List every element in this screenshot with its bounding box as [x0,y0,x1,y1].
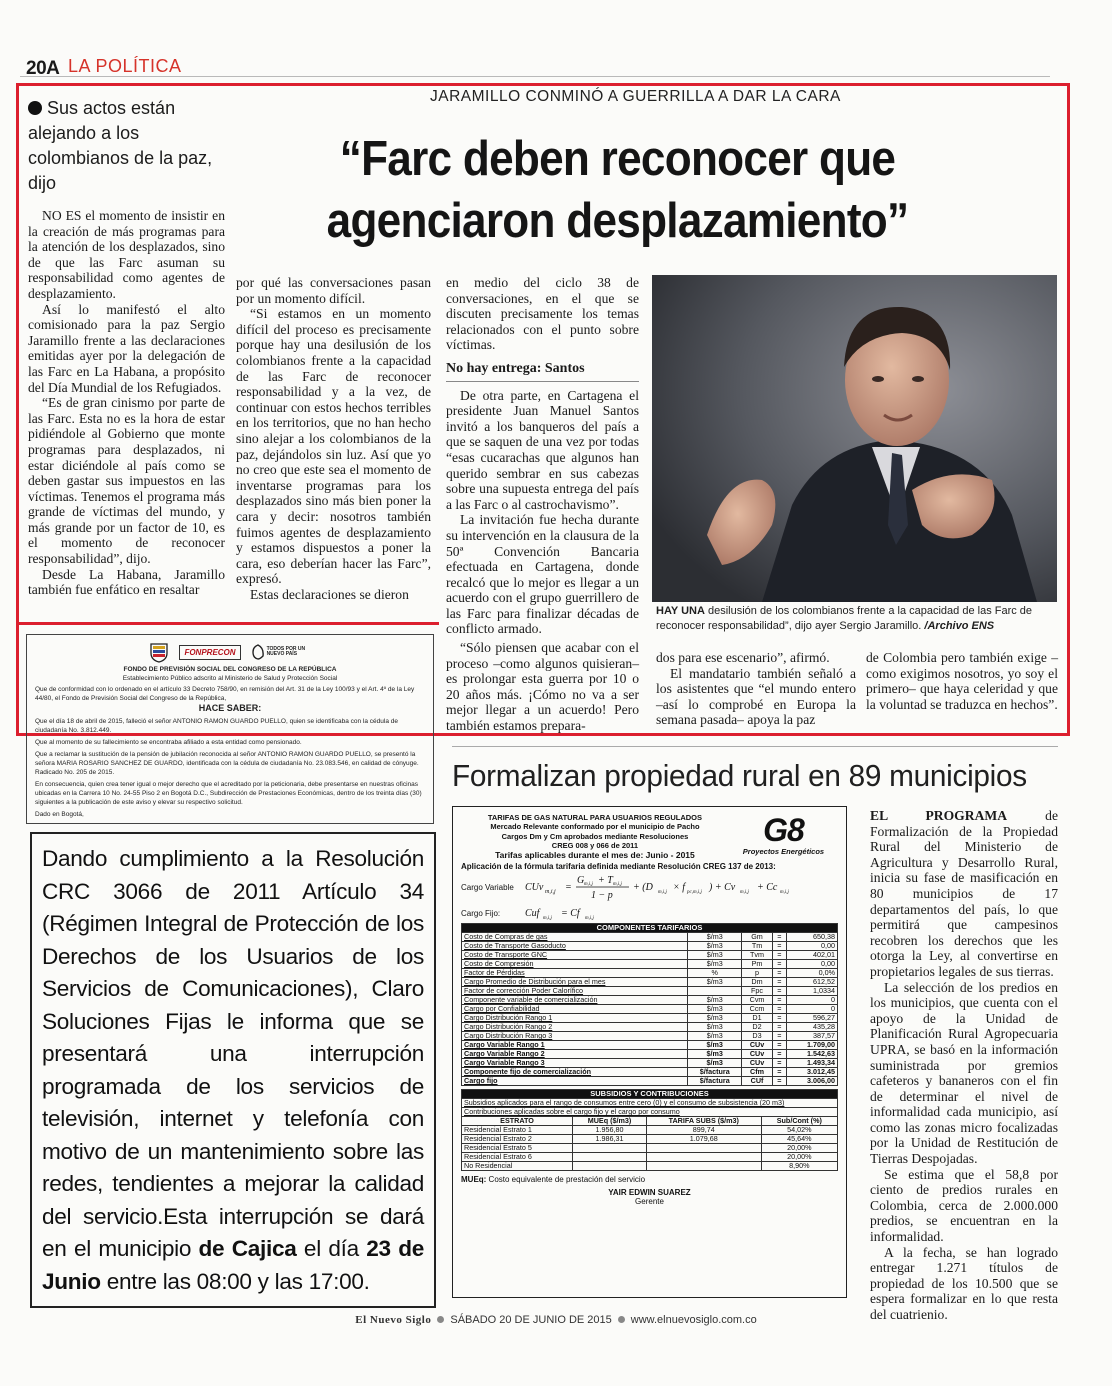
component-cell: Pm [742,960,773,969]
article-column-1 [28,208,225,598]
footer-url: www.elnuevosiglo.com.co [630,1314,757,1326]
svg-text:+ Cc: + Cc [757,882,778,894]
subsidy-cell: 20,00% [761,1153,837,1162]
svg-text:m,i,j: m,i,j [545,889,556,896]
svg-text:= Cf: = Cf [561,908,580,920]
component-cell: = [772,969,786,978]
component-cell: Costo de Compresión [462,960,688,969]
subsidy-cell: 899,74 [646,1126,761,1135]
subsidy-row [462,1162,838,1171]
article-column-6 [866,650,1058,712]
article2-headline: Formalizan propiedad rural en 89 municipios [452,758,1027,793]
component-cell: $/factura [688,1068,742,1077]
component-cell: $/m3 [688,1014,742,1023]
paragraph [870,808,1058,980]
component-cell: = [772,1041,786,1050]
claro-text: Dando cumplimiento a la Resolución CRC 3066 de 2011 Artículo 34 (Régimen Integral de Protección de los Derechos de los Usuarios de los Servicios de Comunicaciones), Claro Soluciones Fijas le informa que se presentará una interrupción programada de los servicios de televisión, internet y telefonía con motivo de un mantenimiento sobre las redes, tendientes a mejorar la calidad del servicio.Esta interrupción se dará en el municipio [42,846,424,1261]
component-cell: 3.012,45 [787,1068,838,1077]
component-cell: 0 [787,1005,838,1014]
subsidy-cell [573,1144,647,1153]
component-cell: $/m3 [688,951,742,960]
subsidy-row [462,1153,838,1162]
component-cell: $/m3 [688,1041,742,1050]
paragraph: Desde La Habana, Jaramillo también fue enfático en resaltar [28,566,225,598]
article-subhead: No hay entrega: Santos [446,357,639,382]
component-cell: = [772,978,786,987]
paragraph: NO ES el momento de insistir en la creación de más programas para la atención de los desplazados, sino de que las Farc asuman su responsabilidad como agentes de desplazamiento. [28,208,225,301]
paragraph: Estas declaraciones se dieron [250,586,409,602]
component-cell: $/m3 [688,1032,742,1041]
subsidy-cell [573,1153,647,1162]
svg-text:m,i,j: m,i,j [613,882,622,888]
component-cell: 387,57 [787,1032,838,1041]
paragraph: “Sólo piensen que acabar con el proceso –como algunos quisieran– es prolongar esta guerra por 10 o 20 años más. ¡Cómo no va a ser mejor llegar a un acuerdo! Pero también estamos prepara- [446,640,639,733]
component-cell: Cargo por Confiabilidad [462,1005,688,1014]
paragraph: “Si estamos en un momento difícil del proceso es precisamente porque hay una desilusión de los colombianos frente a la capacidad de las Farc de reconocer responsabilidad y a la vez, de continuar con estos hechos terribles en los territorios, que no han hecho sino alejar a los colombianos de la paz, dejándolos sin luz. Así que yo no creo que este sea el momento de inventarse programas para los desplazados sino más bien poner la cara y decir: nosotros también fuimos agentes de desplazamiento y estamos dispuestos a poner la cara, eso deberían hacer las Farc”, expresó. [236,306,431,587]
speaker-photo-illustration [652,275,1057,602]
notice-paragraph: Que a reclamar la sustitución de la pensión de jubilación reconocida al señor ANTONIO RAMON GUARDO PUELLO, se presentó la señora MARIA ROSARIO SANCHEZ DE GUARDO, identificada con la cédula de ciudadanía No. 23.083.546, en calidad de cónyuge. Radicado No. 205 de 2015. [35,751,419,776]
component-cell: Factor de corrección Poder Calorífico [462,987,688,996]
notice-org-sub: Establecimiento Público adscrito al Ministerio de Salud y Protección Social [122,675,338,682]
paragraph: El mandatario también señaló a los asistentes que “el mundo entero –así lo comprobé en Europa la semana pasada– apoya la paz [656,665,856,728]
sub-col-header: TARIFA SUBS ($/m3) [646,1117,761,1126]
paragraph-text: de Formalización de la Propiedad Rural del Ministerio de Agricultura y Desarrollo Rural, inicia su fase de masificación en 80 municipios de 17 departamentos del país, lo que permitirá que campesinos recobren los derechos que les otorga la Ley, al convertirse en propietarios legales de sus tierras. [870,808,1058,979]
caption-text: desilusión de los colombianos frente a la capacidad de las Farc de reconocer responsabilidad”, dijo ayer Sergio Jaramillo. [656,605,1033,632]
component-cell: = [772,1032,786,1041]
component-cell: $/m3 [688,960,742,969]
article-summary [28,96,223,196]
subsidy-cell: 54,02% [761,1126,837,1135]
footer-brand: El Nuevo Siglo [355,1314,432,1326]
components-table [461,923,838,1086]
component-cell: 3.006,00 [787,1077,838,1086]
headline-line-1: “Farc deben reconocer que [339,132,896,186]
component-cell: 1.542,63 [787,1050,838,1059]
paragraph: De otra parte, en Cartagena el presidente Juan Manuel Santos invitó a los banqueros del país a que se saquen de una vez por todas “esas cucarachas que algunos han querido sembrar en sus cabezas sobre una supuesta entrega del país a las Farc o al castrochavismo”. [446,387,639,512]
g8-logo [729,813,838,860]
contributions-note: Contribuciones aplicadas sobre el cargo fijo y el cargo por consumo [462,1108,838,1117]
svg-text:m,i,j: m,i,j [585,916,594,922]
component-cell: Cargo Variable Rango 3 [462,1059,688,1068]
component-cell: Cargo Distribución Rango 1 [462,1014,688,1023]
component-cell: Costo de Compras de gas [462,933,688,942]
svg-text:) + Cv: ) + Cv [709,882,736,894]
component-cell: Costo de Transporte Gasoducto [462,942,688,951]
notice-org: FONDO DE PREVISIÓN SOCIAL DEL CONGRESO DE LA REPÚBLICA [123,666,337,673]
variable-formula [461,871,838,903]
paragraph: “Es de gran cinismo por parte de las Farc. Esta no es la hora de estar pidiéndole al Gobierno que monte programas para desplazados, ni estar diciéndole al país como se deben gastar sus impuestos en las víctimas. Tenemos el programa más grande de víctimas del mundo, y más grande por un factor de 10, es el momento de reconocer responsabilidad”, dijo. [28,395,225,567]
article-kicker: JARAMILLO CONMINÓ A GUERRILLA A DAR LA CARA [430,88,841,105]
component-cell: $/m3 [688,978,742,987]
component-cell: p [742,969,773,978]
notice-paragraph: Dado en Bogotá, [35,811,84,818]
component-cell: CUf [742,1077,773,1086]
svg-text:=: = [565,882,572,894]
gas-subtitle: Cargos Dm y Cm aprobados mediante Resoluciones [501,831,689,841]
claro-date: 23 de Junio [42,1236,425,1294]
subsidy-cell: 1.079,68 [646,1135,761,1144]
notice-paragraph: Que al momento de su fallecimiento se encontraba afiliado a esta entidad como pensionado. [35,739,302,746]
sub-col-header: ESTRATO [462,1117,573,1126]
paragraph: de Colombia pero también exige –como exigimos nosotros, yo soy el primero– que haya celeridad y que la voluntad se traduzca en hechos”. [866,650,1058,712]
svg-text:m,i,j: m,i,j [780,890,789,896]
component-cell: $/m3 [688,942,742,951]
component-cell: Cfm [742,1068,773,1077]
subsidy-cell: Residencial Estrato 5 [462,1144,573,1153]
paragraph: dos para ese escenario”, afirmó. [656,650,830,665]
component-cell: = [772,933,786,942]
subsidy-cell: 20,00% [761,1144,837,1153]
headline-line-2: agenciaron desplazamiento” [326,194,909,248]
section-rule [452,746,1058,747]
svg-text:pc,m,i,j: pc,m,i,j [687,890,702,896]
fixed-charge-formula [525,904,665,922]
svg-text:+ (D: + (D [633,882,653,894]
svg-text:Cuf: Cuf [525,908,540,920]
article2-body [870,808,1058,1323]
component-cell: D2 [742,1023,773,1032]
component-cell: = [772,1068,786,1077]
component-cell: $/m3 [688,933,742,942]
svg-text:CUv: CUv [525,882,544,894]
g8-logo-mark: G8 [763,812,804,848]
section-name: LA POLÍTICA [68,56,182,76]
component-cell: D1 [742,1014,773,1023]
component-cell: Factor de Pérdidas [462,969,688,978]
gas-title-block [461,813,729,860]
paragraph: Así lo manifestó el alto comisionado para la paz Sergio Jaramillo frente a las declaraciones emitidas ayer por la delegación de las Farc en La Habana, a propósito del Día Mundial de los Refugiados. [28,301,225,395]
claro-text: el día [296,1236,367,1261]
component-cell: Tvm [742,951,773,960]
component-cell: Cargo Variable Rango 2 [462,1050,688,1059]
claro-city: de Cajica [198,1236,297,1261]
component-cell: Cargo Promedio de Distribución para el mes [462,978,688,987]
svg-text:× f: × f [673,882,686,894]
notice-paragraph: Que el día 18 de abril de 2015, falleció el señor ANTONIO RAMON GUARDO PUELLO, quien se identificaba con la cédula de ciudadanía No. 3.812.449. [35,718,398,734]
signer-title: Gerente [635,1197,664,1207]
notice-paragraph: Que de conformidad con lo ordenado en el artículo 33 Decreto 758/90, en remisión del Art. 31 de la Ley 100/93 y el Art. 4º de la Ley 44/80, el Fondo de Previsión Social del Congreso de la República, [35,686,415,702]
caption-credit: /Archivo ENS [921,620,995,632]
subsidy-cell: No Residencial [462,1162,573,1171]
caption-lead: HAY UNA [656,605,705,617]
gas-title: TARIFAS DE GAS NATURAL PARA USUARIOS REGULADOS [487,813,703,822]
paragraph: La selección de los predios en los municipios, que cuenta con el apoyo de la Unidad de Planificación Rural Agropecuaria UPRA, se basó en la información suministrada por gremios cafeteros y bananeros con el fin de determinar el nivel de informalidad cada municipio, así como las zonas micro focalizadas por la Unidad de Restitución de Tierras Despojadas. [870,979,1058,1167]
subsidy-cell [646,1153,761,1162]
component-cell: 402,01 [787,951,838,960]
component-cell: = [772,987,786,996]
svg-text:m,i,j: m,i,j [658,890,667,896]
subsidies-table-title: SUBSIDIOS Y CONTRIBUCIONES [462,1090,838,1099]
component-cell: 612,52 [787,978,838,987]
subsidies-note: Subsidios aplicados para el rango de consumos entre cero (0) y el consumo de subsistencia (20 m3) [462,1099,838,1108]
component-cell: 1.709,00 [787,1041,838,1050]
component-cell: 0,00 [787,960,838,969]
g8-logo-sub: Proyectos Energéticos [742,847,825,856]
summary-text: Sus actos están alejando a los colombianos de la paz, dijo [28,98,213,193]
component-cell: = [772,1023,786,1032]
component-cell: = [772,942,786,951]
notice-title: HACE SABER: [198,703,262,713]
notice-paragraph: En consecuencia, quien crea tener igual o mejor derecho que el acreditado por la peticionaria, debe presentarse en nuestras oficinas ubicadas en la Carrera 10 No. 24-55 Piso 2 en Bogotá D.C., Subdirección de Prestaciones Económicas, dentro de los treinta días (30) siguientes a la publicación de este aviso y elevar su respectivo solicitud. [35,781,422,806]
legal-notice-ad [26,634,434,824]
svg-text:G: G [577,875,585,887]
subsidy-cell [646,1144,761,1153]
component-cell: CUv [742,1050,773,1059]
paragraph: en medio del ciclo 38 de conversaciones, en el que se discuten precisamente los temas relacionados con el punto sobre víctimas. [446,275,639,353]
component-cell: 0 [787,996,838,1005]
component-cell: = [772,951,786,960]
component-cell: 0,00 [787,942,838,951]
claro-text: entre las 08:00 y las 17:00. [100,1268,370,1294]
subsidies-table [461,1089,838,1171]
footer-date: SÁBADO 20 DE JUNIO DE 2015 [450,1314,612,1326]
gas-subtitle: CREG 008 y 066 de 2011 [551,841,639,851]
component-cell: 650,38 [787,933,838,942]
component-cell: CUv [742,1041,773,1050]
article-column-2 [236,275,431,602]
component-cell: Cargo Variable Rango 1 [462,1041,688,1050]
component-cell: Costo de Transporte GNC [462,951,688,960]
component-cell: = [772,1014,786,1023]
subsidy-cell: 1.956,80 [573,1126,647,1135]
gov-emblem-icon [251,644,265,660]
sub-col-header: Sub/Cont (%) [761,1117,837,1126]
svg-text:m,i,j: m,i,j [740,890,749,896]
mueq-note [461,1175,838,1184]
svg-text:m,i,j: m,i,j [584,882,593,888]
subsidy-cell: 1.986,31 [573,1135,647,1144]
photo-caption [656,604,1056,634]
notice-logos [35,639,425,665]
component-cell: 596,27 [787,1014,838,1023]
svg-text:1 − p: 1 − p [591,890,613,902]
article-highlight-notch [16,622,439,628]
component-cell: Gm [742,933,773,942]
component-cell: Componente fijo de comercialización [462,1068,688,1077]
formula-intro: Aplicación de la fórmula tarifaria definida mediante Resolución CREG 137 de 2013: [461,862,776,872]
components-table-title: COMPONENTES TARIFARIOS [462,924,838,933]
article-column-4 [446,640,639,734]
cf-label: Cargo Fijo: [461,908,501,918]
component-cell: Cargo Distribución Rango 2 [462,1023,688,1032]
paragraph: Se estima que el 58,8 por ciento de predios rurales en Colombia, cerca de 2.000.000 predios, se encuentran en la informalidad. [870,1166,1058,1245]
sub-col-header: MUEq ($/m3) [573,1117,647,1126]
component-cell: 1,0334 [787,987,838,996]
component-row [462,1077,838,1086]
component-cell: 435,28 [787,1023,838,1032]
gov-logo [251,644,311,660]
component-cell: Cargo fijo [462,1077,688,1086]
gas-subtitle: Mercado Relevante conformado por el municipio de Pacho [490,822,700,832]
component-cell: 0,0% [787,969,838,978]
article-photo [652,275,1057,602]
subsidy-cell [573,1162,647,1171]
bullet-dot-icon [28,101,42,115]
subsidy-cell: Residencial Estrato 6 [462,1153,573,1162]
component-cell: $/m3 [688,1005,742,1014]
coat-of-arms-icon [149,641,169,663]
component-cell: D3 [742,1032,773,1041]
component-cell: $/m3 [688,1050,742,1059]
fixed-formula [461,903,838,923]
component-cell: = [772,1050,786,1059]
component-cell: $/m3 [688,1023,742,1032]
subsidy-cell: Residencial Estrato 1 [462,1126,573,1135]
gov-slogan: TODOS POR UN NUEVO PAÍS [266,645,306,657]
page-number: 20A [26,58,60,79]
fonprecon-logo: FONPRECON [179,645,240,660]
article-column-5 [656,650,856,728]
component-cell: Cargo Distribución Rango 3 [462,1032,688,1041]
subsidy-cell: 45,64% [761,1135,837,1144]
article-column-3 [446,275,639,637]
component-cell: Fpc [742,987,773,996]
article-headline [262,128,973,252]
component-cell: = [772,1077,786,1086]
gas-period: Tarifas aplicables durante el mes de: Junio - 2015 [495,849,695,860]
svg-text:m,i,j: m,i,j [543,916,552,922]
component-cell: = [772,1059,786,1068]
svg-text:+ T: + T [598,875,613,887]
footer-dot-icon [618,1316,625,1323]
component-cell: Cvm [742,996,773,1005]
subsidy-cell: 8,90% [761,1162,837,1171]
component-cell: CUv [742,1059,773,1068]
cv-label: Cargo Variable [461,882,514,892]
variable-charge-formula [525,872,815,902]
gas-tariff-ad [452,806,847,1298]
paragraph: A la fecha, se han logrado entregar 1.271 títulos de propiedad de los 10.500 que se espera formalizar en lo que resta del cuatrienio. [870,1244,1058,1322]
mueq-text: Costo equivalente de prestación del servicio [486,1175,646,1185]
article2-lead: EL PROGRAMA [870,808,1008,823]
component-cell: = [772,1005,786,1014]
component-cell: = [772,996,786,1005]
claro-service-notice [30,832,436,1308]
subsidy-cell [646,1162,761,1171]
component-cell: = [772,960,786,969]
signer-name: YAIR EDWIN SUAREZ [608,1188,691,1198]
component-cell: Ccm [742,1005,773,1014]
component-cell: Tm [742,942,773,951]
paragraph: La invitación fue hecha durante su intervención en la clausura de la 50ª Convención Bancaria efectuada en Cartagena, donde recalcó que lo mejor es llegar a un acuerdo con el grupo guerrillero de las Farc para finalizar décadas de conflicto armado. [446,512,639,637]
page-footer [0,1314,1112,1326]
component-cell: % [688,969,742,978]
subsidy-cell: Residencial Estrato 2 [462,1135,573,1144]
component-cell: $/m3 [688,1059,742,1068]
component-cell: $/m3 [688,996,742,1005]
component-cell: Dm [742,978,773,987]
component-cell: $/factura [688,1077,742,1086]
component-cell: 1.493,34 [787,1059,838,1068]
footer-dot-icon [437,1316,444,1323]
component-cell: Componente variable de comercialización [462,996,688,1005]
mueq-label: MUEq: [461,1175,487,1185]
paragraph: por qué las conversaciones pasan por un momento difícil. [236,275,431,306]
gas-header [461,813,838,860]
